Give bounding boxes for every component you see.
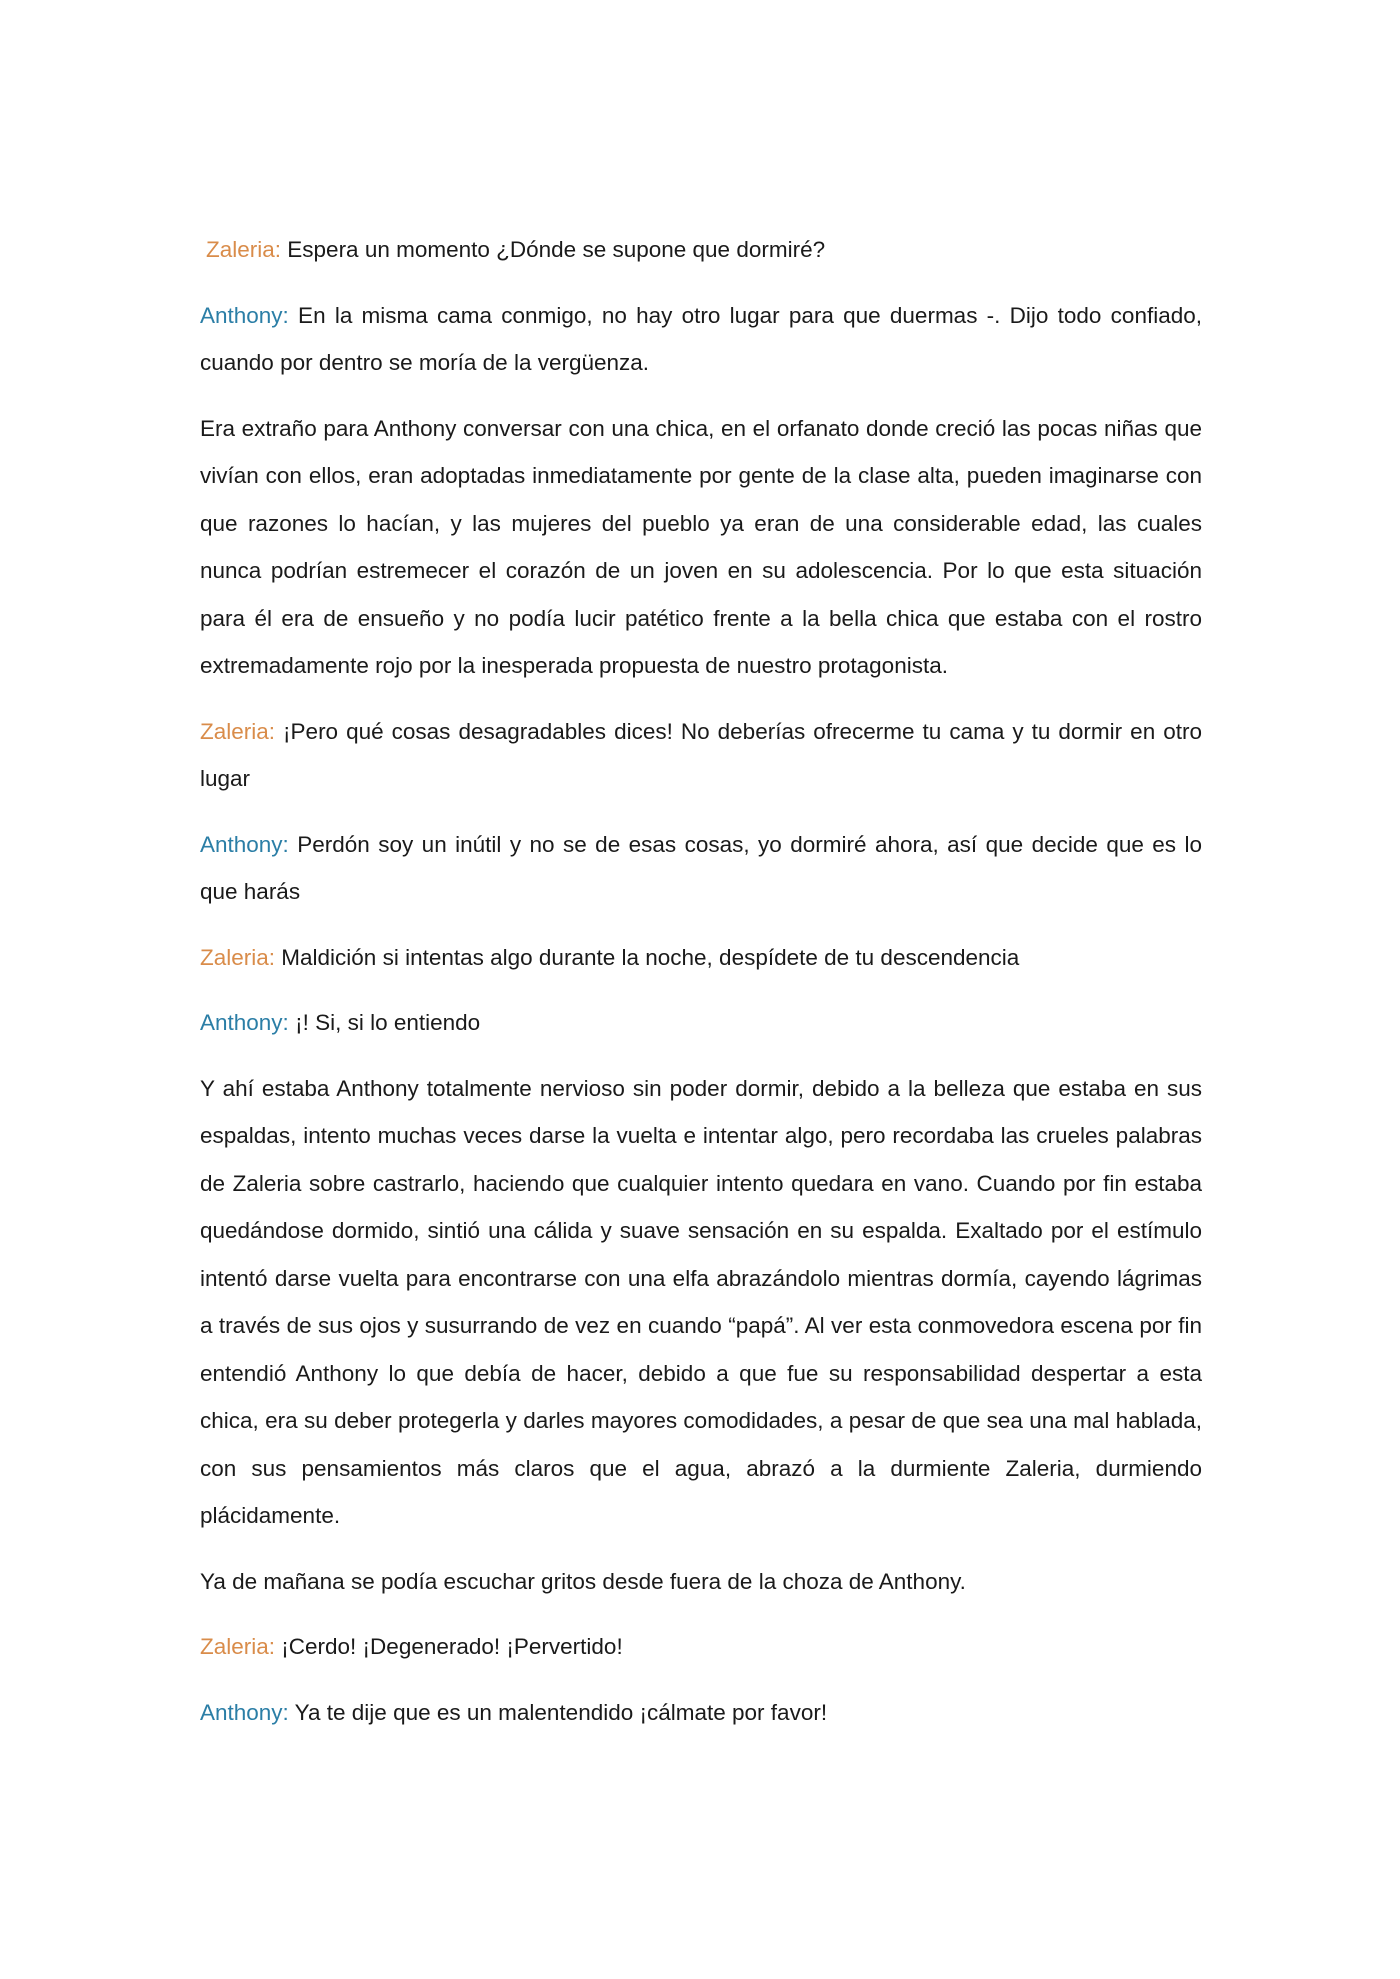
narration-paragraph: Era extraño para Anthony conversar con una chica, en el orfanato donde creció las pocas niñas que vivían con ellos, eran adoptadas inmediatamente por gente de la clase alta, pueden imaginarse con que razones lo hacían, y las mujeres del pueblo ya eran de una considerable edad, las cuales nunca podrían estremecer el corazón de un joven en su adolescencia. Por lo que esta situación para él era de ensueño y no podía lucir patético frente a la bella chica que estaba con el rostro extremadamente rojo por la inesperada propuesta de nuestro protagonista. bbox=[200, 415, 1202, 678]
dialogue-line bbox=[200, 292, 1202, 387]
speaker-name: Zaleria: bbox=[200, 718, 276, 744]
dialogue-text: Espera un momento ¿Dónde se supone que dormiré? bbox=[281, 237, 826, 262]
document-page bbox=[200, 226, 1202, 1754]
dialogue-text: ¡Cerdo! ¡Degenerado! ¡Pervertido! bbox=[275, 1634, 623, 1659]
dialogue-line bbox=[200, 1689, 1202, 1737]
dialogue-text: ¡! Si, si lo entiendo bbox=[288, 1010, 481, 1035]
dialogue-line bbox=[200, 999, 1202, 1047]
dialogue-line bbox=[200, 1623, 1202, 1671]
dialogue-text: ¡Pero qué cosas desagradables dices! No deberías ofrecerme tu cama y tu dormir en otro lugar bbox=[200, 718, 1202, 791]
speaker-name: Anthony: bbox=[200, 302, 289, 328]
speaker-name: Anthony: bbox=[200, 1699, 289, 1725]
dialogue-line bbox=[200, 821, 1202, 916]
dialogue-text: Ya te dije que es un malentendido ¡cálmate por favor! bbox=[288, 1699, 828, 1725]
speaker-name: Anthony: bbox=[200, 1010, 289, 1035]
dialogue-text: Perdón soy un inútil y no se de esas cosas, yo dormiré ahora, así que decide que es lo que harás bbox=[200, 831, 1202, 904]
narration-paragraph: Ya de mañana se podía escuchar gritos desde fuera de la choza de Anthony. bbox=[200, 1568, 966, 1594]
dialogue-line bbox=[200, 708, 1202, 803]
dialogue-line bbox=[200, 934, 1202, 982]
narration-paragraph: Y ahí estaba Anthony totalmente nervioso sin poder dormir, debido a la belleza que estaba en sus espaldas, intento muchas veces darse la vuelta e intentar algo, pero recordaba las crueles palabras de Zaleria sobre castrarlo, haciendo que cualquier intento quedara en vano. Cuando por fin estaba quedándose dormido, sintió una cálida y suave sensación en su espalda. Exaltado por el estímulo intentó darse vuelta para encontrarse con una elfa abrazándolo mientras dormía, cayendo lágrimas a través de sus ojos y susurrando de vez en cuando “papá”. Al ver esta conmovedora escena por fin entendió Anthony lo que debía de hacer, debido a que fue su responsabilidad despertar a esta chica, era su deber protegerla y darles mayores comodidades, a pesar de que sea una mal hablada, con sus pensamientos más claros que el agua, abrazó a la durmiente Zaleria, durmiendo plácidamente. bbox=[200, 1075, 1202, 1528]
speaker-name: Zaleria: bbox=[206, 237, 282, 262]
speaker-name: Zaleria: bbox=[200, 944, 276, 970]
speaker-name: Anthony: bbox=[200, 831, 289, 857]
speaker-name: Zaleria: bbox=[200, 1634, 276, 1659]
dialogue-line bbox=[200, 226, 1202, 274]
dialogue-text: En la misma cama conmigo, no hay otro lugar para que duermas -. Dijo todo confiado, cuando por dentro se moría de la vergüenza. bbox=[200, 302, 1202, 375]
dialogue-text: Maldición si intentas algo durante la noche, despídete de tu descendencia bbox=[275, 944, 1020, 970]
